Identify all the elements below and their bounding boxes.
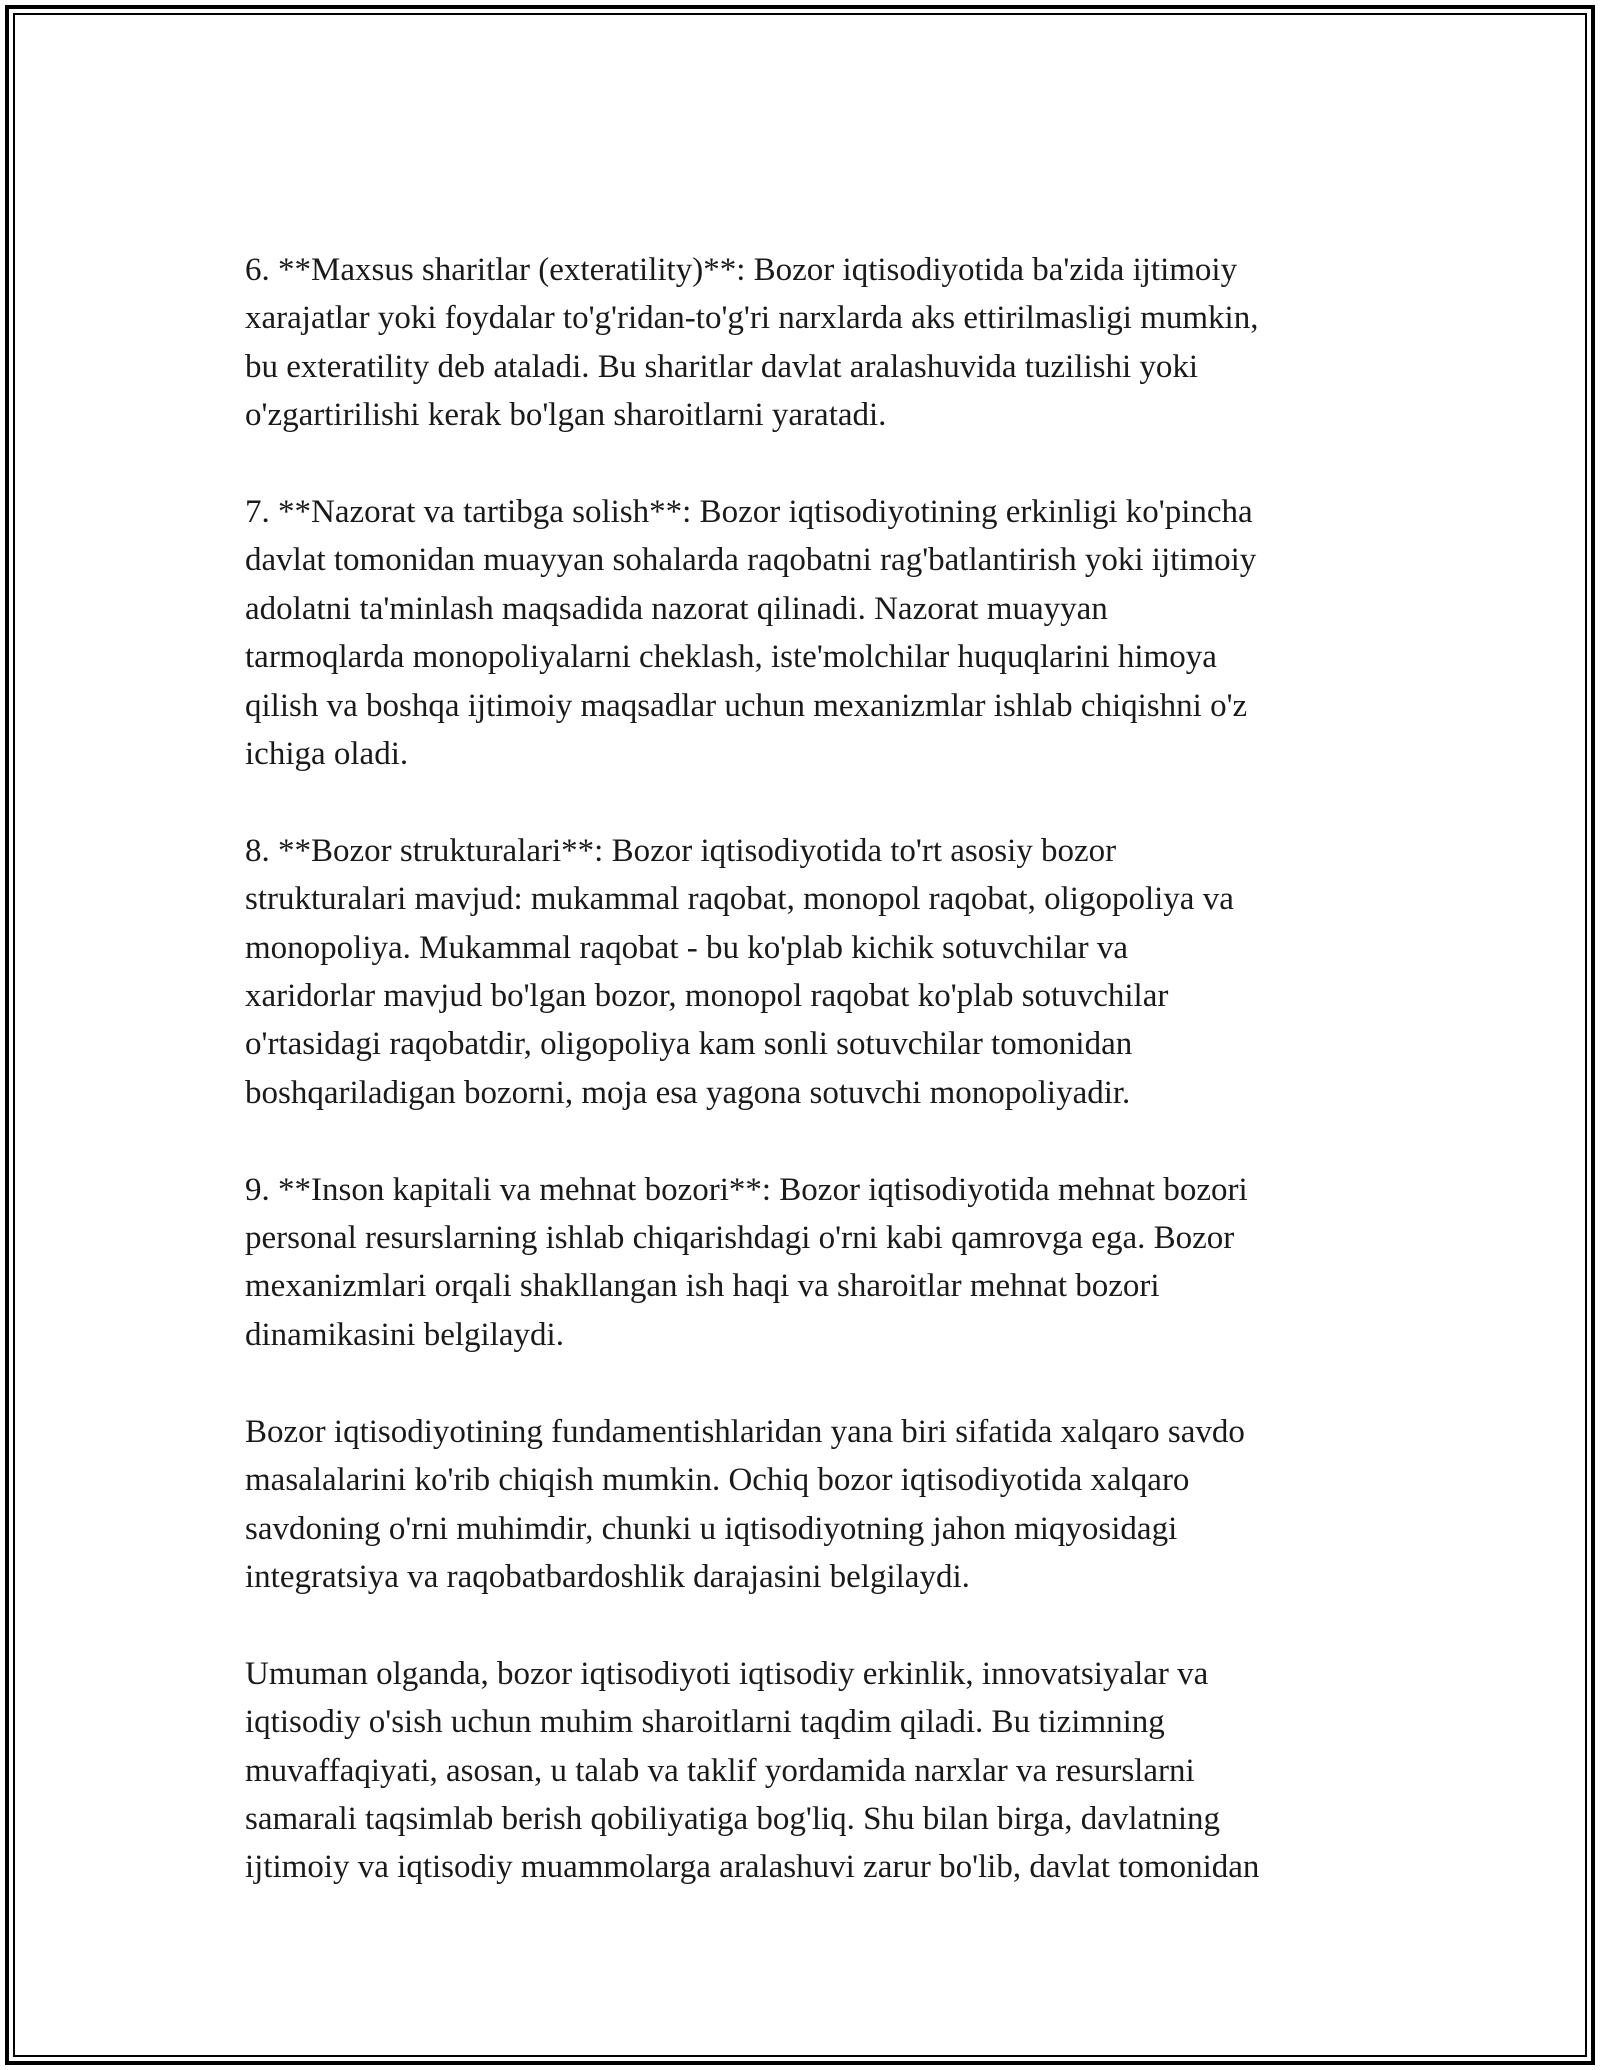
document-body	[245, 246, 1385, 1892]
paragraph-bozor-strukturalari: 8. **Bozor strukturalari**: Bozor iqtisodiyotida to'rt asosiy bozor strukturalari mavjud: mukammal raqobat, monopol raqobat, oligopoliya va monopoliya. Mukammal raqobat - bu ko'plab kichik sotuvchilar va xaridorlar mavjud bo'lgan bozor, monopol raqobat ko'plab sotuvchilar o'rtasidagi raqobatdir, oligopoliya kam sonli sotuvchilar tomonidan boshqariladigan bozorni, moja esa yagona sotuvchi monopoliyadir.	[245, 832, 1234, 1111]
page-frame	[5, 5, 1595, 2065]
paragraph-maxsus-sharitlar: 6. **Maxsus sharitlar (exteratility)**: Bozor iqtisodiyotida ba'zida ijtimoiy xarajatlar yoki foydalar to'g'ridan-to'g'ri narxlarda aks ettirilmasligi mumkin, bu exteratility deb ataladi. Bu sharitlar davlat aralashuvida tuzilishi yoki o'zgartirilishi kerak bo'lgan sharoitlarni yaratadi.	[245, 252, 1259, 434]
paragraph-umuman-olganda: Umuman olganda, bozor iqtisodiyoti iqtisodiy erkinlik, innovatsiyalar va iqtisodiy o'sish uchun muhim sharoitlarni taqdim qiladi. Bu tizimning muvaffaqiyati, asosan, u talab va taklif yordamida narxlar va resurslarni samarali taqsimlab berish qobiliyatiga bog'liq. Shu bilan birga, davlatning ijtimoiy va iqtisodiy muammolarga aralashuvi zarur bo'lib, davlat tomonidan	[245, 1655, 1260, 1886]
paragraph-xalqaro-savdo: Bozor iqtisodiyotining fundamentishlaridan yana biri sifatida xalqaro savdo masalalarini ko'rib chiqish mumkin. Ochiq bozor iqtisodiyotida xalqaro savdoning o'rni muhimdir, chunki u iqtisodiyotning jahon miqyosidagi integratsiya va raqobatbardoshlik darajasini belgilaydi.	[245, 1413, 1245, 1595]
paragraph-inson-kapitali: 9. **Inson kapitali va mehnat bozori**: Bozor iqtisodiyotida mehnat bozori personal resurslarning ishlab chiqarishdagi o'rni kabi qamrovga ega. Bozor mexanizmlari orqali shakllangan ish haqi va sharoitlar mehnat bozori dinamikasini belgilaydi.	[245, 1171, 1248, 1353]
paragraph-nazorat-va-tartibga-solish: 7. **Nazorat va tartibga solish**: Bozor iqtisodiyotining erkinligi ko'pincha davlat tomonidan muayyan sohalarda raqobatni rag'batlantirish yoki ijtimoiy adolatni ta'minlash maqsadida nazorat qilinadi. Nazorat muayyan tarmoqlarda monopoliyalarni cheklash, iste'molchilar huquqlarini himoya qilish va boshqa ijtimoiy maqsadlar uchun mexanizmlar ishlab chiqishni o'z ichiga oladi.	[245, 494, 1257, 773]
